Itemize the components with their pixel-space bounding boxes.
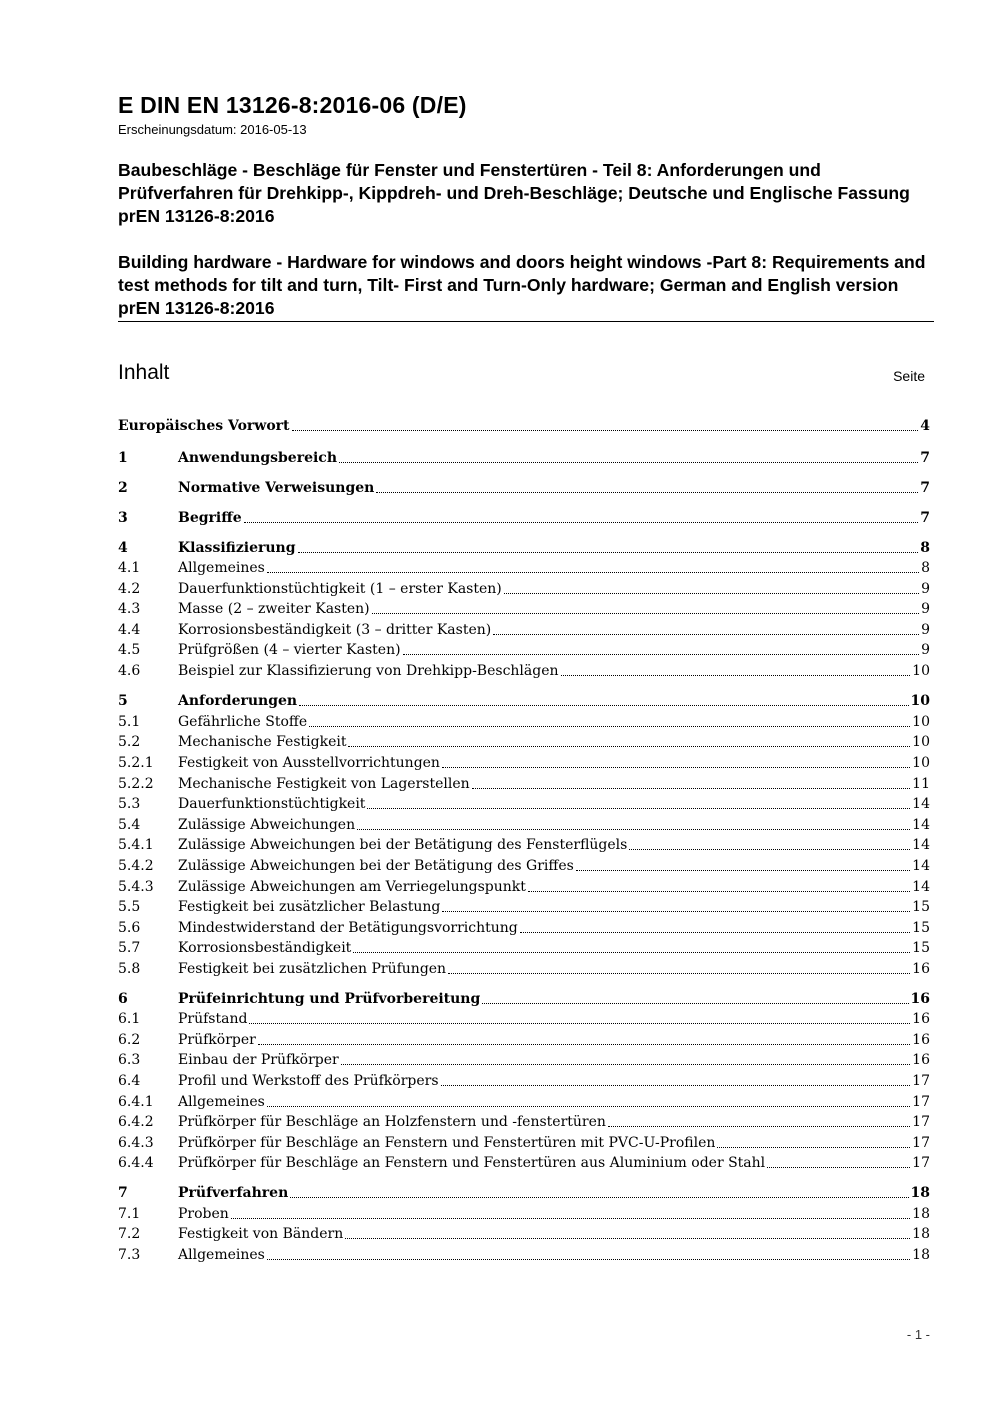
toc-entry-title: Normative Verweisungen [178,480,375,496]
toc-dot-leader [244,522,919,523]
toc-entry-title: Proben [178,1206,229,1222]
toc-entry[interactable] [118,734,930,752]
toc-entry-page: 11 [912,776,930,792]
toc-entry-page: 18 [912,1206,930,1222]
toc-entry-number: 6.2 [118,1032,141,1048]
toc-entry-title: Anforderungen [178,693,298,709]
toc-entry-page: 18 [912,1247,930,1263]
toc-entry-number: 5.1 [118,714,141,730]
toc-dot-leader [249,1023,910,1024]
toc-entry-page: 16 [910,991,930,1007]
toc-entry[interactable] [118,450,930,468]
toc-entry-number: 5.7 [118,940,141,956]
toc-entry-page: 14 [912,879,930,895]
toc-entry-number: 6.4.3 [118,1135,154,1151]
toc-entry[interactable] [118,817,930,835]
toc-dot-leader [441,1085,911,1086]
toc-entry-number: 6.4.4 [118,1155,154,1171]
toc-entry[interactable] [118,858,930,876]
toc-entry[interactable] [118,622,930,640]
toc-entry-number: 5.4.2 [118,858,154,874]
toc-entry-number: 5.4 [118,817,141,833]
toc-dot-leader [608,1126,910,1127]
toc-entry[interactable] [118,418,930,436]
toc-entry[interactable] [118,755,930,773]
toc-entry-page: 10 [910,693,930,709]
toc-entry-page: 10 [912,714,930,730]
toc-dot-leader [717,1147,910,1148]
toc-entry-number: 4.5 [118,642,141,658]
toc-entry-page: 17 [912,1135,930,1151]
toc-entry-page: 7 [920,450,930,466]
toc-entry-number: 7.2 [118,1226,141,1242]
toc-entry-number: 7.1 [118,1206,141,1222]
toc-entry-number: 4.6 [118,663,141,679]
toc-dot-leader [520,932,910,933]
toc-entry-page: 14 [912,837,930,853]
toc-entry[interactable] [118,1094,930,1112]
toc-dot-leader [339,462,918,463]
toc-dot-leader [292,430,919,431]
toc-dot-leader [528,891,910,892]
toc-entry[interactable] [118,776,930,794]
toc-entry-title: Festigkeit von Ausstellvorrichtungen [178,755,440,771]
toc-dot-leader [504,593,919,594]
toc-entry[interactable] [118,920,930,938]
toc-entry[interactable] [118,1032,930,1050]
toc-entry-number: 7.3 [118,1247,141,1263]
toc-entry-title: Zulässige Abweichungen [178,817,356,833]
toc-entry-page: 16 [912,1011,930,1027]
toc-entry-number: 4 [118,540,128,556]
toc-entry-page: 7 [920,510,930,526]
toc-dot-leader [493,634,919,635]
toc-entry[interactable] [118,1226,930,1244]
toc-entry[interactable] [118,480,930,498]
toc-entry-number: 4.1 [118,560,141,576]
toc-entry-title: Prüfgrößen (4 – vierter Kasten) [178,642,401,658]
toc-entry-title: Mindestwiderstand der Betätigungsvorrichtung [178,920,518,936]
toc-dot-leader [353,952,910,953]
toc-entry[interactable] [118,1155,930,1173]
toc-entry[interactable] [118,601,930,619]
toc-dot-leader [231,1218,910,1219]
toc-entry-title: Mechanische Festigkeit [178,734,347,750]
toc-dot-leader [258,1044,910,1045]
toc-entry-number: 6.4.1 [118,1094,154,1110]
toc-entry[interactable] [118,1206,930,1224]
toc-entry-number: 4.4 [118,622,141,638]
toc-entry-title: Festigkeit bei zusätzlicher Belastung [178,899,441,915]
toc-entry[interactable] [118,540,930,558]
toc-entry-title: Prüfverfahren [178,1185,289,1201]
toc-entry-page: 15 [912,899,930,915]
toc-entry-page: 18 [910,1185,930,1201]
toc-entry[interactable] [118,940,930,958]
toc-entry-number: 5.6 [118,920,141,936]
toc-dot-leader [345,1238,910,1239]
toc-entry[interactable] [118,560,930,578]
toc-entry-page: 17 [912,1155,930,1171]
toc-entry[interactable] [118,1135,930,1153]
toc-entry-title: Prüfkörper [178,1032,256,1048]
toc-entry-title: Prüfkörper für Beschläge an Fenstern und Fenstertüren mit PVC-U-Profilen [178,1135,716,1151]
toc-entry-title: Profil und Werkstoff des Prüfkörpers [178,1073,439,1089]
toc-entry-page: 10 [912,755,930,771]
document-id: E DIN EN 13126-8:2016-06 (D/E) [118,92,467,118]
toc-entry[interactable] [118,879,930,897]
toc-entry-title: Gefährliche Stoffe [178,714,308,730]
toc-entry-title: Festigkeit von Bändern [178,1226,344,1242]
toc-entry-page: 4 [920,418,930,434]
toc-entry-title: Europäisches Vorwort [118,418,290,434]
toc-entry[interactable] [118,961,930,979]
toc-entry-title: Zulässige Abweichungen bei der Betätigung des Griffes [178,858,574,874]
toc-entry[interactable] [118,1011,930,1029]
toc-entry[interactable] [118,1052,930,1070]
title-german: Baubeschläge - Beschläge für Fenster und Fenstertüren - Teil 8: Anforderungen und Prüfverfahren für Drehkipp-, Kippdreh- und Dreh-Beschläge; Deutsche und Englische Fassung prEN 13126-8:2016 [118,160,910,226]
toc-entry-number: 5.5 [118,899,141,915]
toc-entry-number: 3 [118,510,128,526]
toc-entry-page: 17 [912,1114,930,1130]
toc-entry-title: Korrosionsbeständigkeit [178,940,352,956]
toc-entry[interactable] [118,1185,930,1203]
toc-dot-leader [267,1259,910,1260]
toc-entry-title: Korrosionsbeständigkeit (3 – dritter Kasten) [178,622,492,638]
toc-entry-page: 17 [912,1073,930,1089]
toc-dot-leader [372,613,919,614]
toc-dot-leader [348,746,910,747]
toc-entry-page: 9 [921,642,930,658]
toc-entry[interactable] [118,581,930,599]
toc-entry-page: 15 [912,920,930,936]
toc-entry[interactable] [118,796,930,814]
toc-entry-title: Prüfstand [178,1011,248,1027]
toc-entry-page: 10 [912,663,930,679]
toc-entry-number: 7 [118,1185,128,1201]
toc-entry-number: 5 [118,693,128,709]
toc-entry[interactable] [118,663,930,681]
toc-entry-page: 16 [912,961,930,977]
toc-entry-title: Beispiel zur Klassifizierung von Drehkipp-Beschlägen [178,663,559,679]
toc-dot-leader [767,1167,910,1168]
toc-entry[interactable] [118,1114,930,1132]
toc-entry-page: 18 [912,1226,930,1242]
toc-dot-leader [357,829,910,830]
toc-entry-number: 5.8 [118,961,141,977]
toc-dot-leader [267,572,919,573]
toc-entry-page: 7 [920,480,930,496]
toc-entry-number: 4.2 [118,581,141,597]
toc-entry-title: Festigkeit bei zusätzlichen Prüfungen [178,961,447,977]
toc-entry-number: 6.4 [118,1073,141,1089]
toc-entry-number: 5.2.2 [118,776,154,792]
toc-entry-page: 15 [912,940,930,956]
toc-entry[interactable] [118,991,930,1009]
title-english: Building hardware - Hardware for windows and doors height windows -Part 8: Requirements and test methods for tilt and turn, Tilt- First and Turn-Only hardware; German and English version prEN 13126-8:2016 [118,252,926,318]
toc-dot-leader [290,1197,908,1198]
toc-entry[interactable] [118,1073,930,1091]
toc-entry-title: Einbau der Prüfkörper [178,1052,339,1068]
toc-entry-title: Dauerfunktionstüchtigkeit (1 – erster Kasten) [178,581,502,597]
toc-entry-number: 5.2.1 [118,755,154,771]
toc-dot-leader [472,788,911,789]
toc-entry-page: 16 [912,1032,930,1048]
toc-entry[interactable] [118,899,930,917]
toc-entry-page: 14 [912,858,930,874]
toc-entry-title: Allgemeines [178,560,265,576]
toc-entry[interactable] [118,642,930,660]
publication-date: Erscheinungsdatum: 2016-05-13 [118,122,307,137]
toc-entry-number: 5.4.1 [118,837,154,853]
toc-dot-leader [561,675,911,676]
toc-entry-title: Masse (2 – zweiter Kasten) [178,601,370,617]
toc-dot-leader [403,654,920,655]
toc-heading: Inhalt [118,361,170,384]
toc-entry-title: Allgemeines [178,1094,265,1110]
toc-entry-number: 6.3 [118,1052,141,1068]
toc-entry-number: 6 [118,991,128,1007]
toc-entry-title: Prüfkörper für Beschläge an Holzfenstern und -fenstertüren [178,1114,606,1130]
toc-entry-number: 6.4.2 [118,1114,154,1130]
toc-entry-title: Anwendungsbereich [178,450,337,466]
page-number: - 1 - [906,1327,930,1342]
toc-dot-leader [482,1003,908,1004]
toc-entry-title: Begriffe [178,510,242,526]
toc-entry-number: 2 [118,480,128,496]
toc-entry-page: 17 [912,1094,930,1110]
toc-dot-leader [367,808,910,809]
toc-dot-leader [442,767,910,768]
toc-entry-page: 9 [921,581,930,597]
toc-entry[interactable] [118,1247,930,1265]
toc-entry-number: 5.4.3 [118,879,154,895]
toc-entry-number: 5.2 [118,734,141,750]
title-divider [118,321,934,322]
toc-dot-leader [298,552,919,553]
toc-entry-page: 8 [921,560,930,576]
toc-entry-page: 14 [912,796,930,812]
toc-entry[interactable] [118,693,930,711]
toc-entry-title: Prüfkörper für Beschläge an Fenstern und Fenstertüren aus Aluminium oder Stahl [178,1155,766,1171]
toc-entry-title: Allgemeines [178,1247,265,1263]
toc-entry[interactable] [118,714,930,732]
toc-entry-page: 9 [921,601,930,617]
toc-page-column-label: Seite [893,368,925,384]
toc-dot-leader [376,492,918,493]
toc-dot-leader [442,911,910,912]
toc-entry-number: 5.3 [118,796,141,812]
toc-entry-title: Zulässige Abweichungen bei der Betätigung des Fensterflügels [178,837,628,853]
toc-entry-page: 10 [912,734,930,750]
toc-entry-number: 6.1 [118,1011,141,1027]
toc-entry-number: 1 [118,450,128,466]
toc-dot-leader [309,726,910,727]
toc-dot-leader [576,870,910,871]
toc-entry-title: Mechanische Festigkeit von Lagerstellen [178,776,470,792]
toc-dot-leader [629,849,910,850]
toc-entry-page: 9 [921,622,930,638]
toc-entry-page: 16 [912,1052,930,1068]
toc-entry-page: 14 [912,817,930,833]
toc-dot-leader [299,705,908,706]
toc-entry-title: Klassifizierung [178,540,296,556]
toc-entry-title: Prüfeinrichtung und Prüfvorbereitung [178,991,481,1007]
toc-dot-leader [341,1064,910,1065]
toc-dot-leader [448,973,910,974]
toc-entry-title: Dauerfunktionstüchtigkeit [178,796,366,812]
toc-entry[interactable] [118,837,930,855]
toc-dot-leader [267,1106,910,1107]
toc-entry-number: 4.3 [118,601,141,617]
toc-entry[interactable] [118,510,930,528]
toc-entry-title: Zulässige Abweichungen am Verriegelungspunkt [178,879,526,895]
toc-entry-page: 8 [920,540,930,556]
